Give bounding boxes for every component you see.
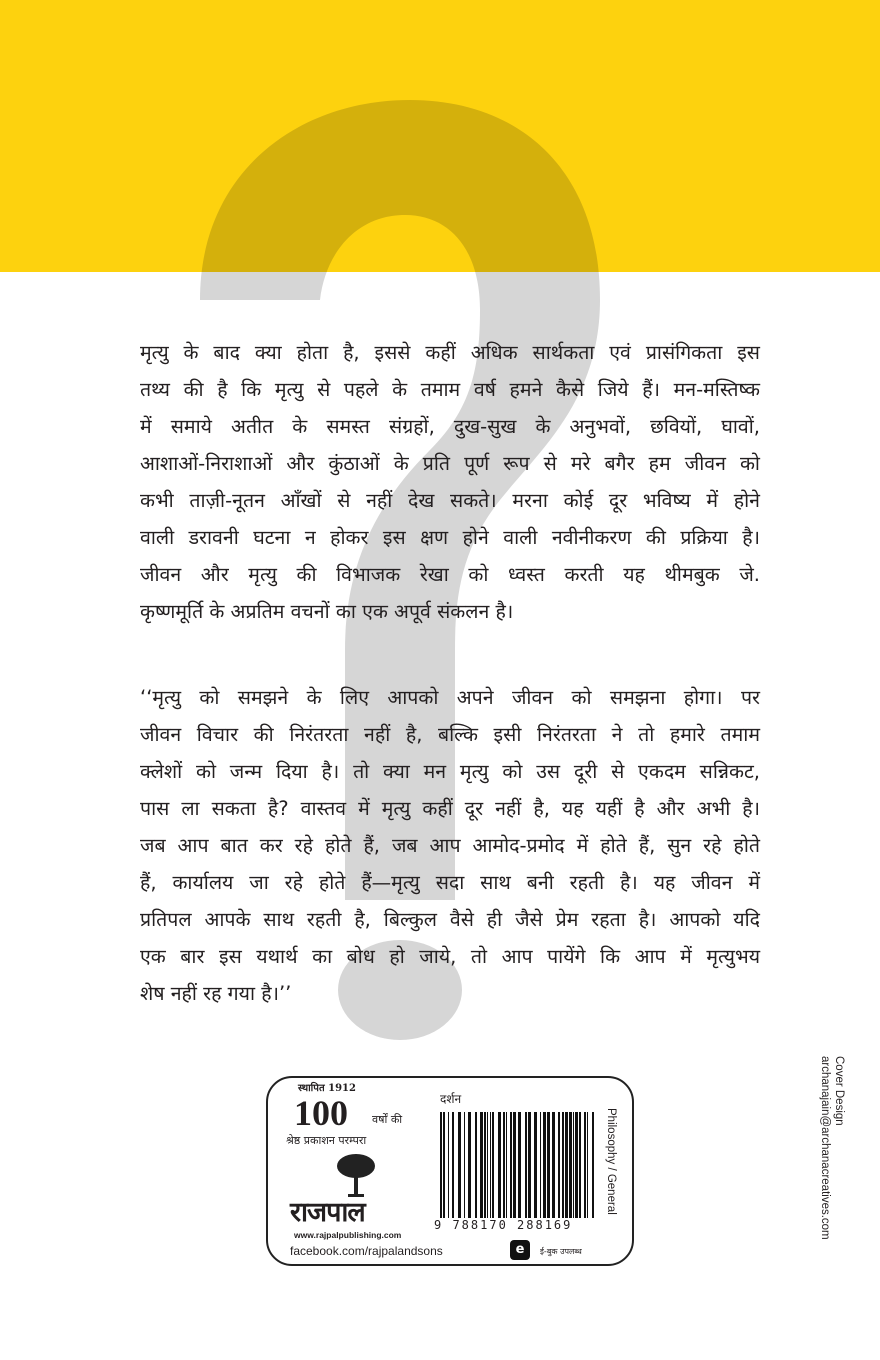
barcode-bar — [464, 1112, 465, 1218]
text-line: में समाये अतीत के समस्त संग्रहों, दुख-सुख के अनुभवों, छवियों, घावों, — [140, 415, 760, 438]
barcode-bar — [579, 1112, 581, 1218]
category-hindi: दर्शन — [440, 1092, 462, 1106]
barcode-bar — [587, 1112, 588, 1218]
blurb-paragraph — [140, 334, 760, 630]
credit-email: archanajain@archanacreatives.com — [819, 1056, 831, 1240]
category-english: Philosophy / General — [605, 1108, 617, 1215]
website-link[interactable]: www.rajpalpublishing.com — [294, 1230, 402, 1240]
barcode-bar — [552, 1112, 555, 1218]
publisher-barcode-box — [266, 1076, 634, 1266]
barcode-bar — [498, 1112, 501, 1218]
text-line: कभी ताज़ी-नूतन आँखों से नहीं देख सकते। मरना कोई दूर भविष्य में होने — [140, 489, 760, 512]
barcode-bar — [480, 1112, 483, 1218]
barcode-bar — [518, 1112, 521, 1218]
text-line: हैं, कार्यालय जा रहे होते हैं—मृत्यु सदा साथ बनी रहती है। यह जीवन में — [140, 871, 760, 894]
facebook-link[interactable]: facebook.com/rajpalandsons — [290, 1244, 443, 1258]
barcode-bar — [443, 1112, 445, 1218]
barcode-bar — [540, 1112, 541, 1218]
tradition-text: श्रेष्ठ प्रकाशन परम्परा — [286, 1134, 367, 1147]
text-line: शेष नहीं रह गया है।’’ — [140, 982, 292, 1005]
barcode-bar — [575, 1112, 578, 1218]
barcode-bar — [513, 1112, 516, 1218]
barcode-bar — [458, 1112, 461, 1218]
barcode-bar — [565, 1112, 568, 1218]
text-line: आशाओं-निराशाओं और कुंठाओं के प्रति पूर्ण रूप से मरे बगैर हम जीवन को — [140, 452, 760, 475]
barcode-bar — [487, 1112, 488, 1218]
barcode-bar — [484, 1112, 486, 1218]
tree-logo-icon — [334, 1152, 378, 1198]
barcode-bar — [547, 1112, 550, 1218]
barcode-bar — [592, 1112, 594, 1218]
text-line: मृत्यु के बाद क्या होता है, इससे कहीं अधिक सार्थकता एवं प्रासंगिकता इस — [140, 341, 760, 364]
credit-label: Cover Design — [833, 1056, 845, 1126]
years-number: 100 — [294, 1093, 348, 1133]
barcode-bar — [573, 1112, 574, 1218]
ebook-icon: e — [510, 1240, 530, 1260]
barcode-bar — [448, 1112, 449, 1218]
barcode-bar — [528, 1112, 531, 1218]
barcode-bar — [525, 1112, 527, 1218]
barcode-bar — [543, 1112, 546, 1218]
text-line: तथ्य की है कि मृत्यु से पहले के तमाम वर्ष हमने कैसे जिये हैं। मन-मस्तिष्क — [140, 378, 760, 401]
cover-design-credit — [818, 1056, 846, 1266]
isbn-number: 9 788170 288169 — [434, 1218, 573, 1232]
established-text: स्थापित 1912 — [298, 1083, 356, 1094]
text-line: जीवन और मृत्यु की विभाजक रेखा को ध्वस्त करती यह थीमबुक जे. — [140, 563, 760, 586]
isbn-barcode — [438, 1112, 600, 1222]
barcode-bar — [468, 1112, 471, 1218]
text-line: कृष्णमूर्ति के अप्रतिम वचनों का एक अपूर्व संकलन है। — [140, 600, 514, 623]
text-line: ‘‘मृत्यु को समझने के लिए आपको अपने जीवन को समझना होगा। पर — [140, 686, 760, 709]
barcode-bar — [558, 1112, 560, 1218]
text-line: एक बार इस यथार्थ का बोध हो जाये, तो आप पायेंगे कि आप में मृत्युभय — [140, 945, 760, 968]
barcode-bar — [475, 1112, 477, 1218]
publisher-logo: राजपाल — [290, 1197, 365, 1228]
barcode-bar — [452, 1112, 454, 1218]
text-line: प्रतिपल आपके साथ रहती है, बिल्कुल वैसे ही जैसे प्रेम रहता है। आपको यदि — [140, 908, 760, 931]
barcode-bar — [440, 1112, 442, 1218]
barcode-bar — [534, 1112, 537, 1218]
ebook-label: ई-बुक उपलब्ध — [540, 1247, 582, 1256]
barcode-bar — [503, 1112, 505, 1218]
text-line: वाली डरावनी घटना न होकर इस क्षण होने वाली नवीनीकरण की प्रक्रिया है। — [140, 526, 760, 549]
barcode-bar — [562, 1112, 564, 1218]
text-line: जब आप बात कर रहे होते हैं, जब आप आमोद-प्रमोद में होते हैं, सुन रहे होते — [140, 834, 760, 857]
quote-paragraph — [140, 679, 760, 1012]
barcode-bar — [569, 1112, 572, 1218]
barcode-bar — [510, 1112, 512, 1218]
barcode-bar — [584, 1112, 586, 1218]
years-suffix: वर्षों की — [372, 1113, 403, 1126]
barcode-bar — [490, 1112, 491, 1218]
text-line: क्लेशों को जन्म दिया है। तो क्या मन मृत्यु को उस दूरी से एकदम सन्निकट, — [140, 760, 760, 783]
text-line: पास ला सकता है? वास्तव में मृत्यु कहीं दूर नहीं है, यह यहीं है और अभी है। — [140, 797, 760, 820]
barcode-bar — [506, 1112, 507, 1218]
barcode-bar — [492, 1112, 494, 1218]
text-line: जीवन विचार की निरंतरता नहीं है, बल्कि इसी निरंतरता ने तो हमारे तमाम — [140, 723, 760, 746]
